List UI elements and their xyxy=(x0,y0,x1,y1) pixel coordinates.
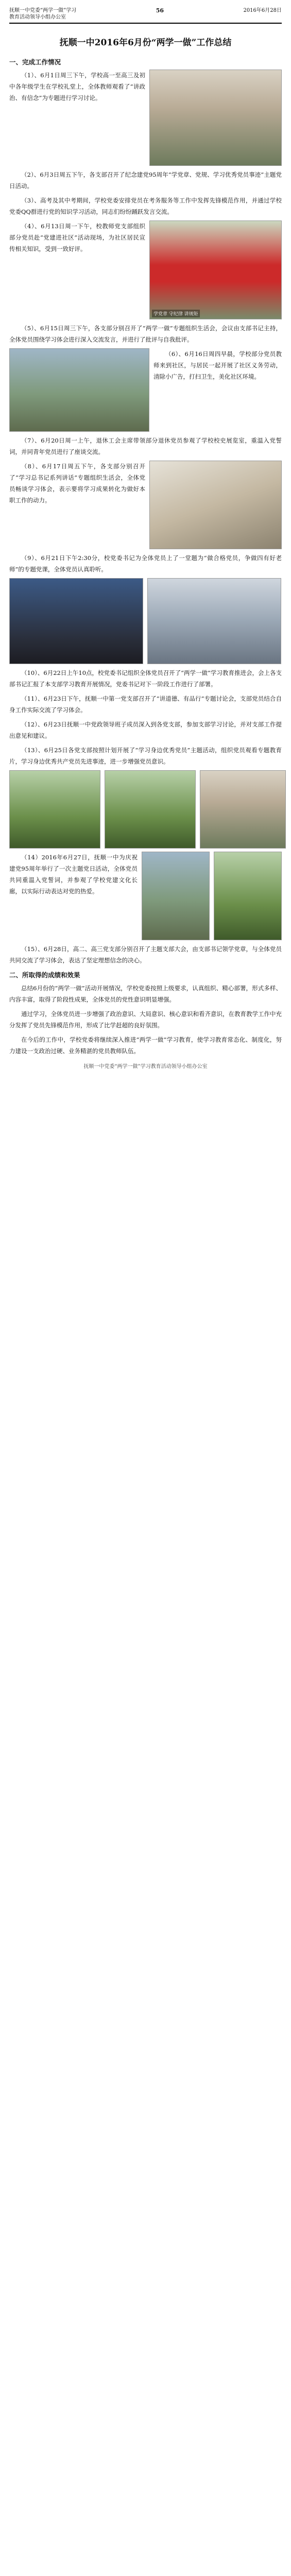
photo-row-1 xyxy=(9,70,282,166)
photo-community-banner xyxy=(149,221,282,319)
photo-outdoor-2 xyxy=(105,770,196,849)
paragraph-8: （8）、6月17日周五下午，各支部分别召开了“学习总书记系列讲话”专题组织生活会，全体党员畅谈学习体会，表示要将学习成果转化为做好本职工作的动力。 xyxy=(9,463,145,504)
document-footer: 抚顺一中党委“两学一做”学习教育活动领导小组办公室 xyxy=(83,1064,208,1070)
header-issuer-line2: 教育活动领导小组办公室 xyxy=(9,14,66,20)
header-page-number: 56 xyxy=(156,7,164,14)
paragraph-14: （14）2016年6月27日，抚顺一中为庆祝建党95周年举行了一次主题党日活动，全体党员共同重温入党誓词，并参观了学校党建文化长廊，以实际行动表达对党的热爱。 xyxy=(9,854,138,895)
paragraph-9: （9）、6月21日下午2:30分，校党委书记为全体党员上了一堂题为“做合格党员，争做四有好老师”的专题党课，全体党员认真聆听。 xyxy=(9,554,282,573)
photo-party-lecture-2 xyxy=(147,578,281,664)
paragraph-17: 通过学习，全体党员进一步增强了政治意识、大局意识、核心意识和看齐意识，在教育教学工作中充分发挥了党员先锋模范作用，形成了比学赶超的良好氛围。 xyxy=(9,1010,282,1029)
section-heading-1: 一、完成工作情况 xyxy=(9,58,61,66)
paragraph-4: （4）、6月13日周一下午，校教师党支部组织部分党员赴“党建进社区”活动现场，为社区居民宣传相关知识，受到一致好评。 xyxy=(9,223,145,252)
photo-classroom-study xyxy=(149,70,282,166)
header-issuer xyxy=(9,7,76,21)
photo-row-5 xyxy=(9,578,282,664)
paragraph-6: （6）、6月16日周四早晨，学校部分党员教师来到社区，与居民一起开展了社区义务劳动，清除小广告，打扫卫生，美化社区环境。 xyxy=(153,350,282,380)
header-issuer-line1: 抚顺一中党委“两学一做”学习 xyxy=(9,8,77,13)
paragraph-15: （15）、6月28日，高二、高三党支部分别召开了主题支部大会，由支部书记领学党章，与全体党员共同交流了学习体会，表达了坚定理想信念的决心。 xyxy=(9,945,282,964)
photo-outdoor-3 xyxy=(200,770,286,849)
document-title: 抚顺一中2016年6月份“两学一做”工作总结 xyxy=(59,38,232,48)
paragraph-5: （5）、6月15日周三下午，各支部分别召开了“两学一做”专题组织生活会，会议由支部书记主持，全体党员围绕学习体会进行深入交流发言，并进行了批评与自我批评。 xyxy=(9,325,282,343)
paragraph-13: （13）、6月25日各党支部按照计划开展了“学习身边优秀党员”主题活动，组织党员观看专题教育片，学习身边优秀共产党员先进事迹，进一步增强党员意识。 xyxy=(9,747,282,765)
paragraph-2: （2）、6月3日周五下午，各支部召开了纪念建党95周年“学党章、党规、学习优秀党员事迹”主题党日活动。 xyxy=(9,171,282,190)
section-heading-2: 二、所取得的成绩和效果 xyxy=(9,971,80,979)
photo-row-3 xyxy=(9,348,282,432)
photo-party-lecture-1 xyxy=(9,578,143,664)
photo-group-2 xyxy=(214,852,282,940)
paragraph-18: 在今后的工作中，学校党委将继续深入推进“两学一做”学习教育，使学习教育常态化、制度化，努力建设一支政治过硬、业务精湛的党员教师队伍。 xyxy=(9,1036,282,1055)
document-header xyxy=(9,7,282,24)
paragraph-3: （3）、高考及其中考期间，学校党委安排党员在考务服务等工作中发挥先锋模范作用，并通过学校党委QQ群进行党的知识学习活动，同志们纷纷踊跃发言交流。 xyxy=(9,197,282,215)
paragraph-12: （12）、6月23日抚顺一中党政领导班子成员深入到各党支部，参加支部学习讨论，并对支部工作提出意见和建议。 xyxy=(9,721,282,739)
photo-retiree-visit xyxy=(149,461,282,549)
photo-row-7 xyxy=(9,852,282,940)
paragraph-10: （10）、6月22日上午10点，校党委书记组织全体党员召开了“两学一做”学习教育推进会，会上各支部书记汇报了本支部学习教育开展情况，党委书记对下一阶段工作进行了部署。 xyxy=(9,669,282,688)
photo-row-4 xyxy=(9,461,282,549)
paragraph-7: （7）、6月20日周一上午，退休工会主席带领部分退休党员参观了学校校史展览室，重温入党誓词，并同青年党员进行了座谈交流。 xyxy=(9,437,282,455)
paragraph-1: （1）、6月1日周三下午，学校高一至高三及初中各年级学生在学校礼堂上，全体教师观看了“讲政治、有信念”为专题进行学习讨论。 xyxy=(9,72,145,101)
photo-community-cleanup xyxy=(9,348,149,432)
photo-row-2 xyxy=(9,221,282,319)
photo-row-6 xyxy=(9,770,282,849)
photo-outdoor-1 xyxy=(9,770,100,849)
photo-group-1 xyxy=(142,852,210,940)
header-date: 2016年6月28日 xyxy=(243,8,282,13)
paragraph-11: （11）、6月23日下午，抚顺一中第一党支部召开了“讲道德、有品行”专题讨论会，支部党员结合自身工作实际交流了学习体会。 xyxy=(9,695,282,714)
banner-caption: 学党章 守纪律 讲规矩 xyxy=(152,310,200,317)
paragraph-16: 总结6月份的“两学一做”活动开展情况，学校党委按照上级要求，认真组织、精心部署，形式多样、内容丰富，取得了阶段性成果，全体党员的党性意识明显增强。 xyxy=(9,985,282,1003)
